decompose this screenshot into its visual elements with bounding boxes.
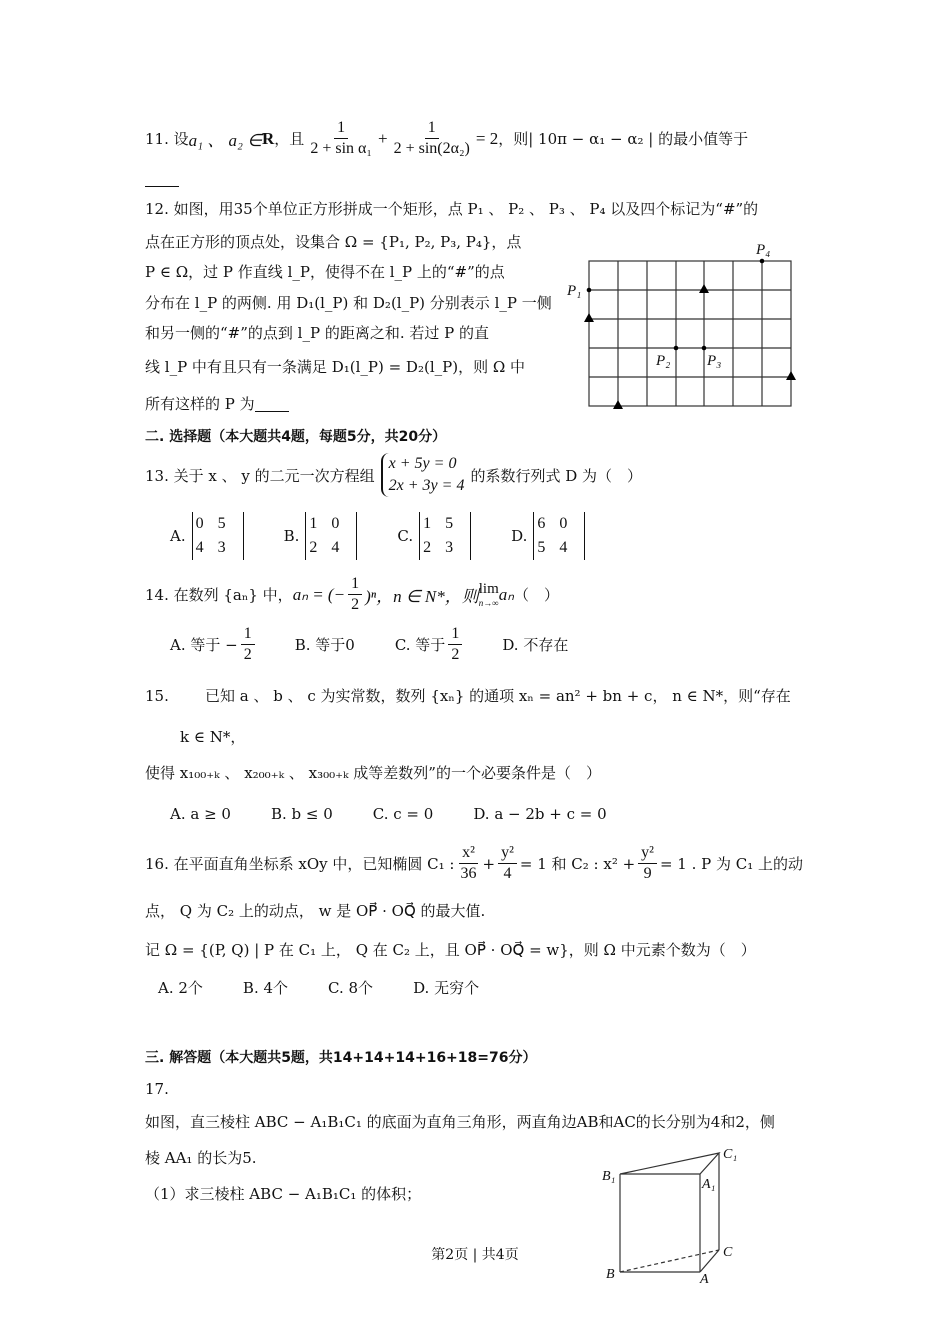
option-d: D. 不存在 — [502, 636, 569, 654]
matrix-entry: 0 — [559, 515, 568, 532]
hash-marker — [786, 371, 796, 380]
grid-figure — [560, 235, 810, 415]
q14-an: aₙ = (− — [292, 584, 346, 604]
q11-prefix: 11. 设 — [145, 130, 189, 148]
fraction — [638, 843, 657, 884]
q13-tail: 的系数行列式 D 为（ ） — [470, 466, 643, 485]
option-d: D. 无穷个 — [413, 979, 480, 997]
option-c-fraction — [448, 624, 462, 665]
lim-an: aₙ — [498, 584, 515, 604]
lim: lim — [478, 581, 499, 597]
q16-text-a: 16. 在平面直角坐标系 xOy 中，已知椭圆 C₁ : — [145, 855, 455, 873]
matrix-entry: 1 — [309, 515, 318, 532]
question-14 — [145, 574, 559, 615]
hash-marker — [613, 400, 623, 409]
q12-line-7 — [145, 393, 289, 414]
fraction — [498, 843, 517, 884]
denominator: 2 — [451, 646, 460, 663]
option-a: A. a ≥ 0 — [170, 805, 231, 823]
label-p4: P₄ — [756, 242, 771, 258]
option-c: C. 8个 — [328, 979, 374, 997]
hash-marker — [699, 284, 709, 293]
denominator: 4 — [503, 865, 512, 882]
point-p2 — [674, 346, 679, 351]
q15-line-3: 使得 x₁₀₀₊ₖ 、 x₂₀₀₊ₖ 、 x₃₀₀₊ₖ 成等差数列”的一个必要条件是（ ） — [145, 764, 601, 782]
determinant — [419, 512, 471, 560]
q17-line-1: 如图，直三棱柱 ABC − A₁B₁C₁ 的底面为直角三角形，两直角边AB和AC的长分别为4和2，侧 — [145, 1113, 775, 1131]
equation-2: 2x + 3y = 4 — [388, 477, 465, 494]
option-label: B. — [283, 527, 300, 545]
option-label: C. — [397, 527, 414, 545]
equation-system — [381, 453, 465, 497]
numerator: x² — [459, 843, 478, 864]
determinant — [305, 512, 357, 560]
q11-vars: a₁ 、 a₂ ∈ — [188, 131, 263, 150]
q15-number: 15. — [145, 686, 169, 705]
q14-options — [170, 624, 568, 665]
q12-line-6: 线 l_P 中有且只有一条满足 D₁(l_P) = D₂(l_P)，则 Ω 中 — [145, 358, 526, 376]
numerator: y² — [638, 843, 657, 864]
matrix-entry: 3 — [217, 539, 226, 556]
label-p1: P₁ — [567, 283, 582, 299]
q12-line-7-text: 所有这样的 P 为 — [145, 395, 255, 413]
page-footer: 第2页 | 共4页 — [431, 1247, 519, 1263]
q16-text-c: = 1 . P 为 C₁ 上的动 — [659, 855, 804, 873]
q17-line-3: （1）求三棱柱 ABC − A₁B₁C₁ 的体积； — [145, 1185, 422, 1203]
section-2-heading: 二. 选择题（本大题共4题，每题5分，共20分） — [145, 429, 447, 445]
denominator: 9 — [643, 865, 652, 882]
q14-prefix: 14. 在数列 {aₙ} 中， — [145, 586, 293, 604]
q16-line-1 — [145, 843, 803, 884]
point-p1 — [587, 288, 592, 293]
q12-line-3: P ∈ Ω，过 P 作直线 l_P，使得不在 l_P 上的“#”的点 — [145, 263, 505, 281]
matrix-entry: 3 — [445, 539, 454, 556]
option-b: B. 4个 — [242, 979, 289, 997]
numerator: 1 — [425, 118, 439, 139]
fraction — [457, 843, 479, 884]
q11-tail: ，则| 10π − α₁ − α₂ | 的最小值等于 — [498, 130, 749, 148]
matrix-entry: 6 — [537, 515, 546, 532]
q15-options — [170, 805, 647, 823]
q13-prefix: 13. 关于 x 、 y 的二元一次方程组 — [145, 466, 375, 485]
q14-tail: （ ） — [514, 586, 560, 604]
q12-line-4: 分布在 l_P 的两侧. 用 D₁(l_P) 和 D₂(l_P) 分别表示 l_P 一侧 — [145, 294, 552, 312]
lim-sub: n→∞ — [478, 598, 499, 608]
option-b — [284, 512, 358, 560]
numerator: 1 — [241, 624, 255, 645]
label-p3: P₃ — [707, 353, 722, 369]
q14-fraction — [348, 574, 362, 615]
option-d: D. a − 2b + c = 0 — [473, 805, 607, 823]
prism-figure — [590, 1140, 750, 1290]
matrix-entry: 0 — [195, 515, 204, 532]
option-b: B. 等于0 — [294, 636, 355, 654]
option-a-fraction — [241, 624, 255, 665]
q12-line-2: 点在正方形的顶点处，设集合 Ω = {P₁, P₂, P₃, P₄}，点 — [145, 233, 522, 251]
denominator: 2 — [351, 596, 360, 613]
label-p2: P₂ — [656, 353, 671, 369]
question-11 — [145, 118, 748, 159]
hash-marker — [584, 313, 594, 322]
grid-lines — [589, 261, 791, 406]
q14-n: n ∈ N*，则 — [393, 587, 479, 606]
q13-options — [170, 512, 625, 560]
q11-real-set: R — [262, 128, 275, 148]
option-a — [170, 512, 244, 560]
q11-eq: = 2 — [475, 128, 499, 148]
q16-line-2: 点， Q 为 C₂ 上的动点， w 是 OP⃗ · OQ⃗ 的最大值. — [145, 902, 486, 920]
matrix-entry: 4 — [559, 539, 568, 556]
q15-line-2: k ∈ N*， — [180, 728, 246, 746]
option-a: A. 等于 − — [170, 636, 238, 654]
numerator: 1 — [448, 624, 462, 645]
q12-line-1: 12. 如图，用35个单位正方形拼成一个矩形，点 P₁ 、 P₂ 、 P₃ 、 P₄ 以及四个标记为“#”的 — [145, 200, 759, 218]
determinant — [192, 512, 244, 560]
label-a: A — [700, 1272, 709, 1287]
q16-line-3: 记 Ω = {(P, Q) | P 在 C₁ 上， Q 在 C₂ 上，且 OP⃗ · OQ⃗ = w}，则 Ω 中元素个数为（ ） — [145, 941, 756, 959]
option-c — [397, 512, 471, 560]
option-c: C. 等于 — [394, 636, 446, 654]
q12-line-5: 和另一侧的“#”的点到 l_P 的距离之和. 若过 P 的直 — [145, 324, 489, 342]
numerator: 1 — [334, 118, 348, 139]
limit — [479, 581, 499, 608]
point-p3 — [702, 346, 707, 351]
q16-text-b: = 1 和 C₂ : x² + — [519, 855, 636, 873]
q16-options — [158, 977, 519, 998]
top-face — [620, 1153, 719, 1174]
label-c: C — [723, 1245, 733, 1260]
matrix-entry: 1 — [423, 515, 432, 532]
matrix-entry: 5 — [217, 515, 226, 532]
q11-fraction-2 — [391, 118, 473, 159]
label-b: B — [606, 1267, 615, 1282]
determinant — [533, 512, 585, 560]
question-13 — [145, 453, 642, 497]
blank-line — [145, 170, 179, 187]
matrix-entry: 5 — [537, 539, 546, 556]
matrix-entry: 4 — [195, 539, 204, 556]
numerator: y² — [498, 843, 517, 864]
matrix-entry: 4 — [331, 539, 340, 556]
q17-number: 17. — [145, 1080, 169, 1098]
denominator: 2 + sin α₁ — [310, 140, 372, 157]
q11-mid: ，且 — [274, 130, 305, 148]
label-b1: B₁ — [602, 1169, 616, 1184]
option-d — [511, 512, 585, 560]
plus: + — [482, 854, 496, 873]
denominator: 36 — [460, 865, 477, 882]
point-p4 — [760, 259, 765, 264]
matrix-entry: 2 — [309, 539, 318, 556]
q11-answer-blank — [145, 170, 179, 187]
label-a1: A₁ — [702, 1177, 716, 1192]
matrix-entry: 0 — [331, 515, 340, 532]
q17-line-2: 棱 AA₁ 的长为5. — [145, 1149, 257, 1167]
plus: + — [377, 128, 388, 148]
section-3-heading: 三. 解答题（本大题共5题，共14+14+14+16+18=76分） — [145, 1050, 537, 1066]
numerator: 1 — [348, 574, 362, 595]
matrix-entry: 2 — [423, 539, 432, 556]
denominator: 2 + sin(2α₂) — [393, 140, 470, 157]
matrix-entry: 5 — [445, 515, 454, 532]
option-a: A. 2个 — [158, 979, 203, 997]
equation-1: x + 5y = 0 — [388, 455, 457, 472]
option-label: D. — [511, 527, 528, 545]
option-b: B. b ≤ 0 — [270, 805, 333, 823]
q11-fraction-1 — [307, 118, 375, 159]
q15-text: 已知 a 、 b 、 c 为实常数，数列 {xₙ} 的通项 xₙ = an² + bn + c， n ∈ N*，则“存在 — [205, 687, 791, 705]
option-label: A. — [170, 527, 186, 545]
q15-line-1 — [145, 685, 791, 706]
q14-power: )ⁿ， — [365, 587, 394, 606]
denominator: 2 — [243, 646, 252, 663]
option-c: C. c = 0 — [372, 805, 434, 823]
label-c1: C₁ — [723, 1147, 738, 1162]
blank-line — [255, 395, 289, 412]
